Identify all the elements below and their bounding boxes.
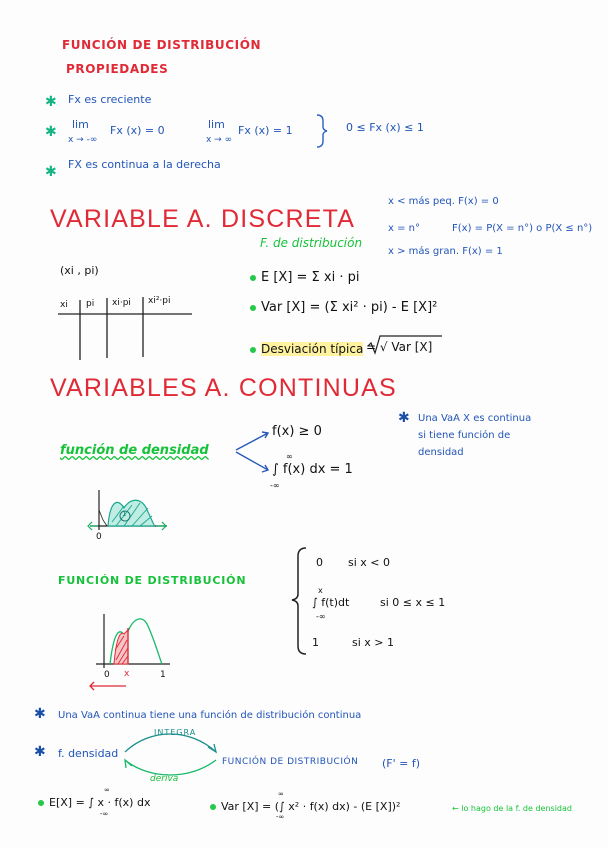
continuous-note-line3: densidad [418, 447, 464, 458]
footer-expectation: E[X] = ∫ x · f(x) dx [49, 796, 151, 809]
variance-formula: Var [X] = (Σ xi² · pi) - E [X]² [261, 300, 438, 315]
limit-neg-expr: Fx (x) = 0 [110, 124, 165, 137]
footer-variance-bottom: -∞ [276, 813, 285, 821]
green-bullet-icon [210, 804, 216, 810]
density-label: función de densidad [60, 443, 209, 458]
lim-sub-neg: x → -∞ [68, 135, 98, 145]
brace-limits [317, 115, 327, 147]
rule-equal: x = n° [388, 223, 420, 234]
limit-pos-expr: Fx (x) = 1 [238, 124, 293, 137]
property-increasing: Fx es creciente [68, 93, 152, 106]
footer-note: Una VaA continua tiene una función de distribución continua [58, 710, 362, 721]
footer-derivative-eq: (F' = f) [382, 757, 421, 770]
fdist-continuous-title: FUNCIÓN DE DISTRIBUCIÓN [58, 574, 247, 587]
graph2-zero-label: 0 [104, 670, 110, 680]
lim-sub-pos: x → ∞ [206, 135, 233, 145]
continuous-note-line2: si tiene función de [418, 430, 511, 441]
case1-condition: si x < 0 [348, 556, 391, 569]
asterisk-note-icon: ✱ [398, 410, 410, 426]
range-expr: 0 ≤ Fx (x) ≤ 1 [346, 121, 424, 134]
graph2-one-label: 1 [160, 670, 166, 680]
property-right-continuous: FX es continua a la derecha [68, 158, 221, 171]
discrete-title: VARIABLE A. DISCRETA [50, 205, 356, 233]
footer-fdist-label: FUNCIÓN DE DISTRIBUCIÓN [222, 757, 359, 767]
page-subtitle: PROPIEDADES [66, 62, 169, 76]
integra-label: INTEGRA [154, 728, 197, 737]
lim-label-2: lim [208, 118, 225, 131]
case1-value: 0 [316, 556, 323, 569]
density-condition-1: f(x) ≥ 0 [272, 424, 322, 439]
case3-value: 1 [312, 636, 319, 649]
case2-top: x [318, 586, 323, 595]
graph1-area-badge: 1 [122, 510, 127, 518]
green-bullet-icon [250, 275, 256, 281]
fdist-label: F. de distribución [260, 236, 363, 250]
expectation-formula: E [X] = Σ xi · pi [261, 270, 360, 285]
stddev-label: Desviación típica [261, 342, 364, 356]
footer-expectation-row [38, 796, 150, 809]
footer-expectation-bottom: -∞ [100, 810, 109, 818]
footer-var-note: ← lo hago de la f. de densidad [452, 804, 572, 813]
stddev-row [250, 342, 363, 356]
expectation-row [250, 270, 359, 285]
footer-variance-row [210, 800, 400, 813]
density-int-top: ∞ [286, 452, 293, 461]
green-bullet-icon [250, 347, 256, 353]
asterisk-note-icon: ✱ [34, 744, 46, 760]
continuous-note [418, 410, 531, 461]
density-condition-2: ∫ f(x) dx = 1 [272, 462, 353, 477]
footer-expectation-top: ∞ [104, 786, 110, 794]
graph2-x-label: x [124, 669, 130, 679]
lim-label: lim [72, 118, 89, 131]
continuous-note-line1: Una VaA X es continua [418, 413, 532, 424]
page-title: FUNCIÓN DE DISTRIBUCIÓN [62, 38, 262, 52]
green-bullet-icon [38, 800, 44, 806]
case3-condition: si x > 1 [352, 636, 395, 649]
deriva-label: deriva [150, 774, 179, 784]
table-header-xipi: xi·pi [112, 298, 131, 308]
integra-deriva-arrows [125, 734, 216, 775]
table-header-pi: pi [86, 299, 95, 309]
brace-piecewise [292, 548, 306, 654]
graph1-zero-label: 0 [96, 532, 102, 542]
pair-label: (xi , pi) [60, 264, 99, 277]
case2-bottom: -∞ [316, 612, 326, 621]
asterisk-note-icon: ✱ [34, 706, 46, 722]
footer-density-label: f. densidad [58, 747, 119, 760]
density-int-bottom: -∞ [270, 481, 280, 490]
star-bullet-icon: ✱ [45, 124, 57, 140]
variance-row [250, 300, 437, 315]
density-arrows [236, 432, 268, 472]
stddev-formula: = √ Var [X] [366, 340, 433, 354]
case2-condition: si 0 ≤ x ≤ 1 [380, 596, 446, 609]
continuous-title: VARIABLES A. CONTINUAS [50, 374, 397, 402]
star-bullet-icon: ✱ [45, 164, 57, 180]
rule-equal-result: F(x) = P(X = n°) o P(X ≤ n°) [452, 223, 593, 234]
case2-value: ∫ f(t)dt [312, 596, 350, 609]
rule-greater: x > más gran. F(x) = 1 [388, 246, 503, 257]
density-graph [88, 490, 167, 530]
star-bullet-icon: ✱ [45, 94, 57, 110]
rule-less: x < más peq. F(x) = 0 [388, 196, 499, 207]
footer-variance-top: ∞ [278, 790, 284, 798]
distribution-graph [90, 614, 170, 690]
table-header-xi2pi: xi²·pi [148, 296, 171, 306]
table-header-xi: xi [60, 300, 68, 310]
green-bullet-icon [250, 305, 256, 311]
footer-variance: Var [X] = (∫ x² · f(x) dx) - (E [X])² [221, 800, 401, 813]
